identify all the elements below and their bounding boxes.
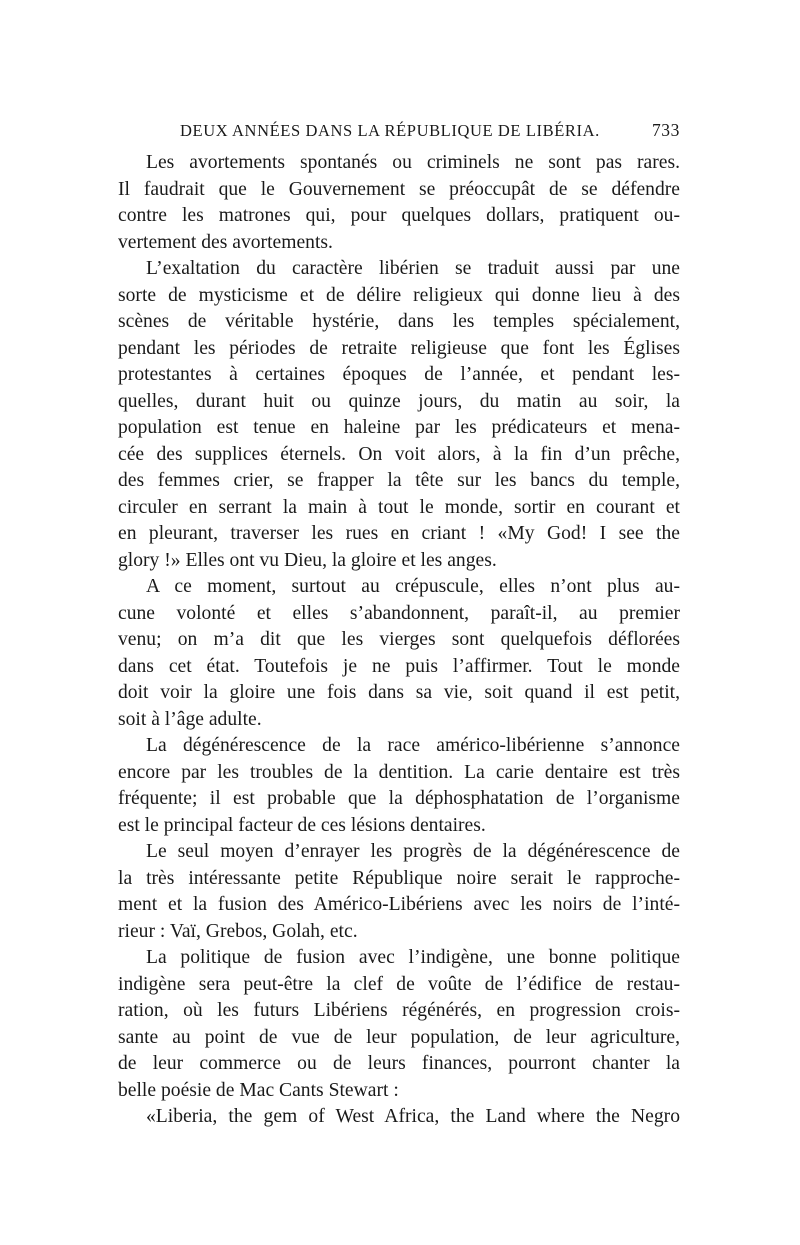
text-line: soit à l’âge adulte. — [118, 708, 262, 730]
text-line: quelles, durant huit ou quinze jours, du matin au soir, la — [118, 390, 680, 412]
text-line: Les avortements spontanés ou criminels ne sont pas rares. — [146, 152, 680, 173]
text-line: vertement des avortements. — [118, 231, 333, 253]
running-head — [180, 120, 680, 146]
text-line: glory !» Elles ont vu Dieu, la gloire et les anges. — [118, 549, 497, 571]
text-line: de leur commerce ou de leurs finances, pourront chanter la — [118, 1053, 680, 1074]
text-line: Le seul moyen d’enrayer les progrès de la dégénérescence de — [146, 841, 680, 862]
text-line: ment et la fusion des Américo-Libériens avec les noirs de l’inté- — [118, 894, 680, 915]
text-line: doit voir la gloire une fois dans sa vie, soit quand il est petit, — [118, 682, 680, 703]
text-line: en pleurant, traverser les rues en criant ! «My God! I see the — [118, 523, 680, 544]
text-line: fréquente; il est probable que la déphosphatation de l’organisme — [118, 788, 680, 809]
text-line: A ce moment, surtout au crépuscule, elles n’ont plus au- — [146, 576, 680, 597]
text-line: contre les matrones qui, pour quelques dollars, pratiquent ou- — [118, 205, 680, 226]
text-line: Il faudrait que le Gouvernement se préoccupât de se défendre — [118, 178, 680, 200]
text-line: pendant les périodes de retraite religieuse que font les Églises — [118, 337, 680, 359]
text-line: circuler en serrant la main à tout le monde, sortir en courant et — [118, 496, 680, 518]
text-line: scènes de véritable hystérie, dans les temples spécialement, — [118, 311, 680, 332]
text-line: population est tenue en haleine par les prédicateurs et mena- — [118, 417, 680, 438]
text-line: indigène sera peut-être la clef de voûte de l’édifice de restau- — [118, 973, 680, 995]
page-number: 733 — [651, 120, 680, 140]
text-line: sorte de mysticisme et de délire religieux qui donne lieu à des — [118, 284, 680, 306]
text-line: sante au point de vue de leur population, de leur agriculture, — [118, 1026, 680, 1048]
text-line: La dégénérescence de la race américo-libérienne s’annonce — [146, 735, 680, 756]
text-line: La politique de fusion avec l’indigène, une bonne politique — [146, 947, 680, 968]
text-line: la très intéressante petite République noire serait le rapproche- — [118, 867, 680, 889]
text-line: cune volonté et elles s’abandonnent, paraît-il, au premier — [118, 602, 680, 624]
text-line: «Liberia, the gem of West Africa, the Land where the Negro — [146, 1106, 680, 1127]
text-line: cée des supplices éternels. On voit alors, à la fin d’un prêche, — [118, 443, 680, 465]
text-body — [118, 150, 680, 1131]
text-line: protestantes à certaines époques de l’année, et pendant les- — [118, 364, 680, 385]
running-title: DEUX ANNÉES DANS LA RÉPUBLIQUE DE LIBÉRIA. — [180, 121, 600, 140]
text-line: L’exaltation du caractère libérien se traduit aussi par une — [146, 258, 680, 279]
text-line: rieur : Vaï, Grebos, Golah, etc. — [118, 920, 358, 942]
text-line: venu; on m’a dit que les vierges sont quelquefois déflorées — [118, 629, 680, 650]
text-line: est le principal facteur de ces lésions dentaires. — [118, 814, 486, 836]
text-line: belle poésie de Mac Cants Stewart : — [118, 1079, 399, 1101]
book-page — [118, 120, 680, 1131]
text-line: des femmes crier, se frapper la tête sur les bancs du temple, — [118, 470, 680, 491]
text-line: dans cet état. Toutefois je ne puis l’affirmer. Tout le monde — [118, 655, 680, 677]
text-line: encore par les troubles de la dentition. La carie dentaire est très — [118, 761, 680, 783]
text-line: ration, où les futurs Libériens régénérés, en progression crois- — [118, 1000, 680, 1021]
